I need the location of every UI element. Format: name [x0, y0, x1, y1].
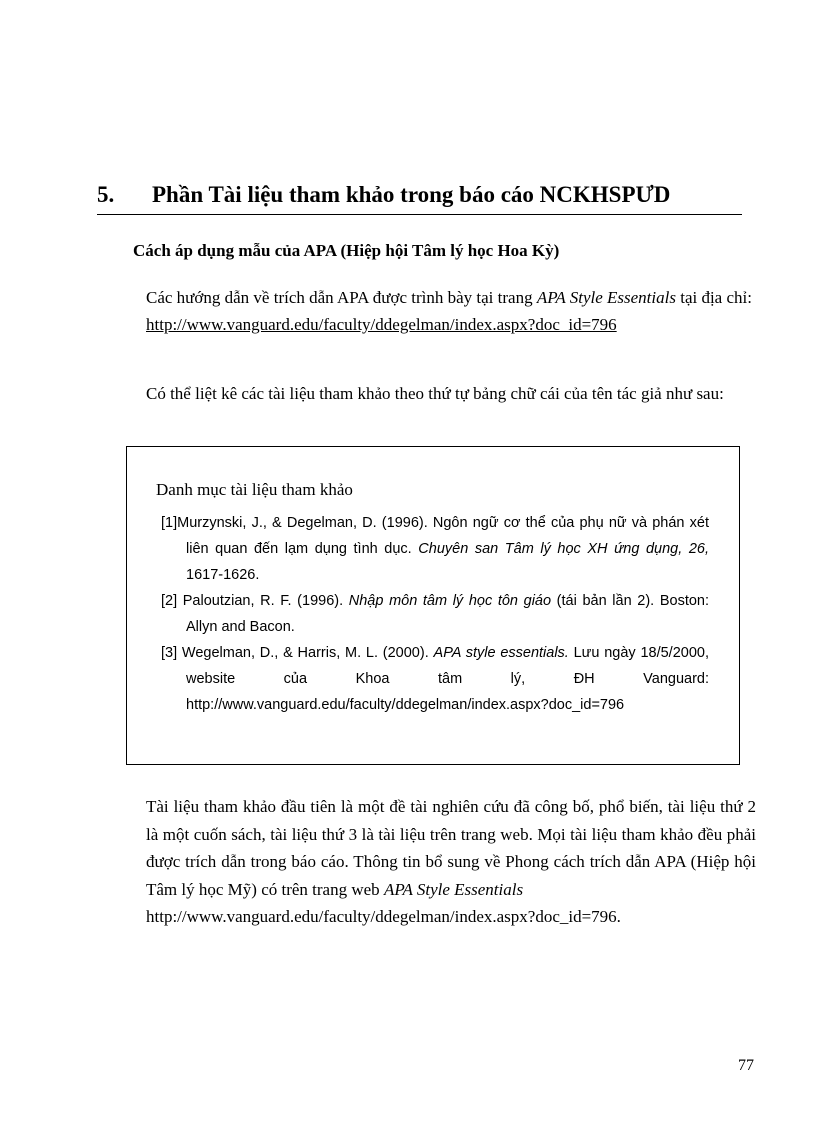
- references-heading: Danh mục tài liệu tham khảo: [156, 480, 353, 499]
- reference-publisher: (tái bản lần 2). Boston: Allyn and Bacon.: [186, 593, 709, 635]
- reference-url[interactable]: http://www.vanguard.edu/faculty/ddegelman/index.aspx?doc_id=796: [186, 697, 625, 713]
- reference-item-3: [161, 640, 709, 718]
- references-list: [161, 510, 709, 718]
- intro-paragraph: [146, 284, 756, 338]
- section-title: Phần Tài liệu tham khảo trong báo cáo NCKHSPƯD: [152, 182, 671, 207]
- reference-book-title: Nhập môn tâm lý học tôn giáo: [348, 593, 552, 609]
- closing-url[interactable]: http://www.vanguard.edu/faculty/ddegelman/index.aspx?doc_id=796.: [146, 907, 621, 926]
- reference-access-note: Lưu ngày 18/5/2000, website của Khoa tâm lý, ĐH Vanguard:: [186, 645, 709, 687]
- section-heading: [97, 178, 742, 215]
- reference-web-title: APA style essentials.: [433, 645, 569, 661]
- reference-text: [3] Wegelman, D., & Harris, M. L. (2000).: [161, 645, 434, 661]
- reference-journal: Chuyên san Tâm lý học XH ứng dụng, 26,: [418, 541, 710, 557]
- intro-site-name: APA Style Essentials: [536, 288, 676, 307]
- reference-item-2: [161, 588, 709, 640]
- intro-url-link[interactable]: http://www.vanguard.edu/faculty/ddegelman/index.aspx?doc_id=796: [146, 315, 617, 334]
- reference-text: [2] Paloutzian, R. F. (1996).: [161, 593, 349, 609]
- reference-pages: 1617-1626.: [186, 567, 260, 583]
- closing-site-name: APA Style Essentials: [383, 879, 524, 899]
- references-box: [126, 446, 740, 765]
- reference-text: [1]Murzynski, J., & Degelman, D. (1996). Ngôn ngữ cơ thể của phụ nữ và phán xét liên quan đến lạm dụng tình dục.: [161, 515, 709, 557]
- subheading: Cách áp dụng mẫu của APA (Hiệp hội Tâm lý học Hoa Kỳ): [133, 241, 560, 260]
- intro-text: Các hướng dẫn về trích dẫn APA được trình bày tại trang: [146, 288, 537, 307]
- page-number: 77: [738, 1057, 754, 1074]
- closing-text: Tài liệu tham khảo đầu tiên là một đề tài nghiên cứu đã công bố, phổ biến, tài liệu thứ 2 là một cuốn sách, tài liệu thứ 3 là tài liệu trên trang web. Mọi tài liệu tham khảo đều phải được trích dẫn trong báo cáo. Thông tin bổ sung về Phong cách trích dẫn APA (Hiệp hội Tâm lý học Mỹ) có trên trang web: [146, 797, 756, 899]
- intro-text-end: tại địa chỉ:: [675, 288, 752, 307]
- list-intro-paragraph: Có thể liệt kê các tài liệu tham khảo theo thứ tự bảng chữ cái của tên tác giả như sau:: [146, 384, 724, 403]
- closing-paragraph: [146, 793, 756, 931]
- section-number: 5.: [97, 182, 115, 207]
- reference-item-1: [161, 510, 709, 588]
